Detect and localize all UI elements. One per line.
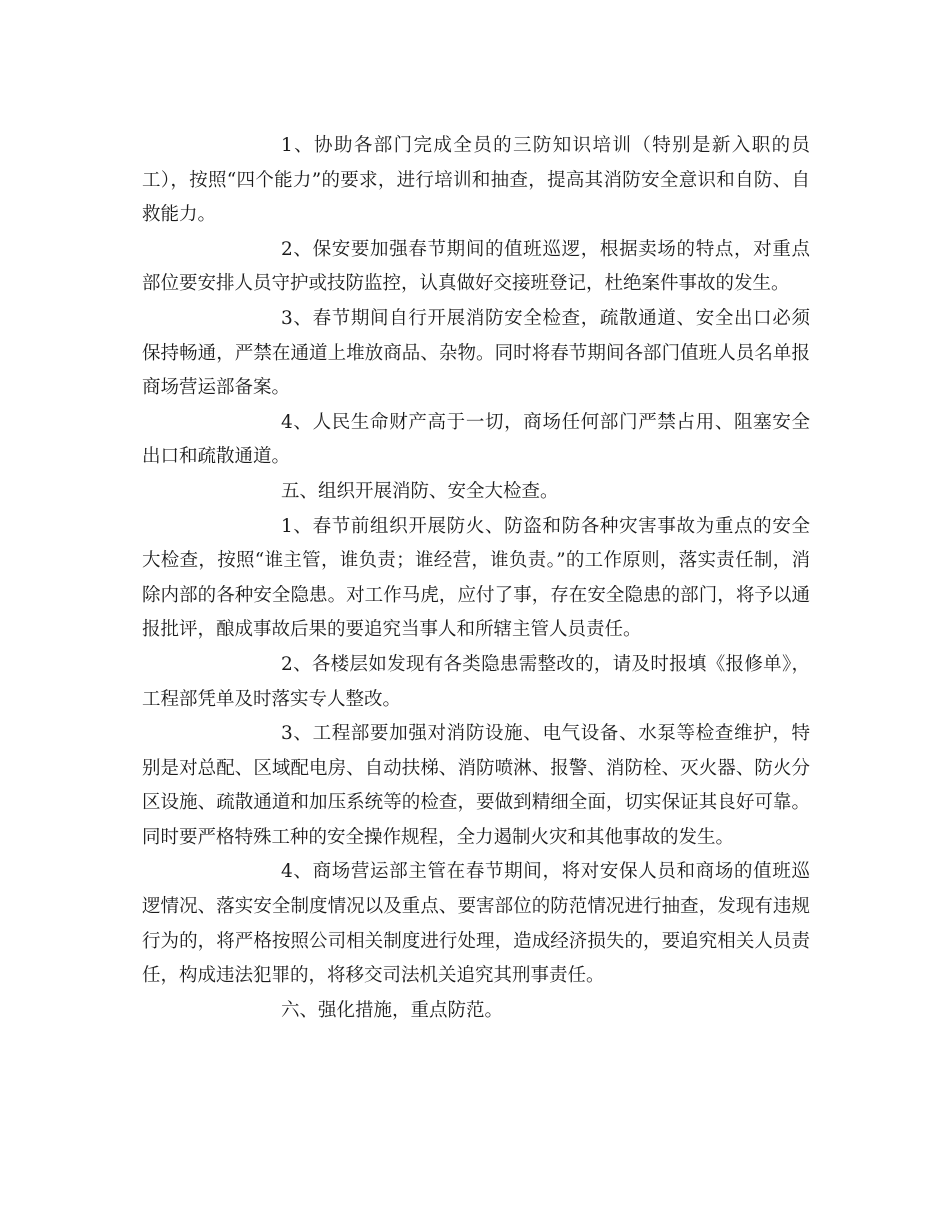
paragraph-exit-safety: 4、人民生命财产高于一切，商场任何部门严禁占用、阻塞安全出口和疏散通道。 — [142, 411, 810, 468]
paragraph-security-patrol: 2、保安要加强春节期间的值班巡逻，根据卖场的特点，对重点部位要安排人员守护或技防监控，认真做好交接班登记，杜绝案件事故的发生。 — [142, 238, 810, 295]
paragraph-engineering-maintenance: 3、工程部要加强对消防设施、电气设备、水泵等检查维护，特别是对总配、区域配电房、自动扶梯、消防喷淋、报警、消防栓、灭火器、防火分区设施、疏散通道和加压系统等的检查，要做到精细全面，切实保证其良好可靠。同时要严格特殊工种的安全操作规程，全力遏制火灾和其他事故的发生。 — [142, 723, 810, 848]
paragraph-pre-festival-check: 1、春节前组织开展防火、防盗和防各种灾害事故为重点的安全大检查，按照“谁主管，谁负责；谁经营，谁负责。”的工作原则，落实责任制，消除内部的各种安全隐患。对工作马虎，应付了事，存在安全隐患的部门，将予以通报批评，酿成事故后果的要追究当事人和所辖主管人员责任。 — [142, 515, 810, 641]
section-heading-five: 五、组织开展消防、安全大检查。 — [281, 480, 559, 502]
document-body — [142, 129, 810, 1028]
paragraph-repair-orders: 2、各楼层如发现有各类隐患需整改的，请及时报填《报修单》，工程部凭单及时落实专人整改。 — [142, 653, 810, 710]
paragraph-fire-inspection: 3、春节期间自行开展消防安全检查，疏散通道、安全出口必须保持畅通，严禁在通道上堆放商品、杂物。同时将春节期间各部门值班人员名单报商场营运部备案。 — [142, 307, 810, 399]
paragraph-supervisor-spot-check: 4、商场营运部主管在春节期间，将对安保人员和商场的值班巡逻情况、落实安全制度情况以及重点、要害部位的防范情况进行抽查，发现有违规行为的，将严格按照公司相关制度进行处理，造成经济损失的，要追究相关人员责任，构成违法犯罪的，将移交司法机关追究其刑事责任。 — [142, 861, 810, 987]
paragraph-training: 1、协助各部门完成全员的三防知识培训（特别是新入职的员工），按照“四个能力”的要求，进行培训和抽查，提高其消防安全意识和自防、自救能力。 — [142, 135, 810, 226]
section-heading-six: 六、强化措施，重点防范。 — [281, 999, 504, 1021]
